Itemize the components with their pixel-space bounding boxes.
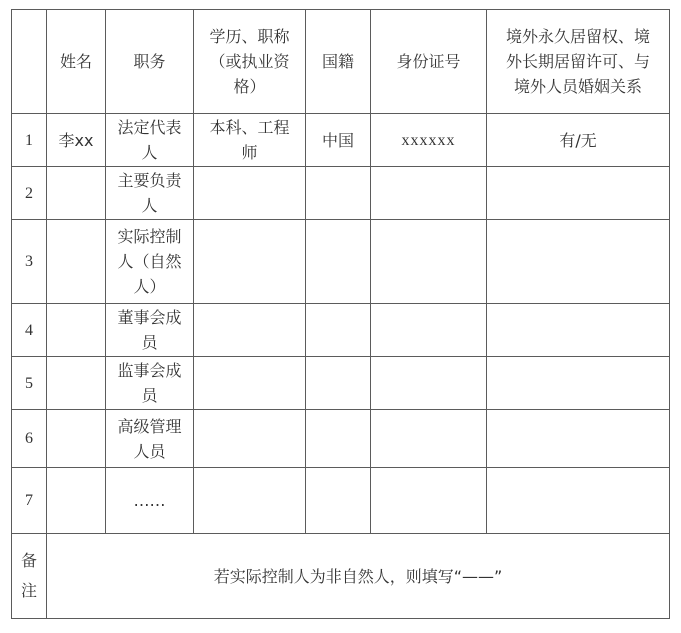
row-name: [47, 468, 106, 534]
row-qualification: [194, 167, 306, 220]
header-foreign-status: 境外永久居留权、境外长期居留许可、与境外人员婚姻关系: [487, 10, 670, 114]
row-id-number: xxxxxx: [371, 114, 487, 167]
row-qualification: [194, 357, 306, 410]
row-id-number: [371, 410, 487, 468]
table-row: [12, 114, 670, 167]
table-row: [12, 468, 670, 534]
header-row: [12, 10, 670, 114]
row-nationality: [306, 304, 371, 357]
row-role: 董事会成员: [106, 304, 194, 357]
header-role: 职务: [106, 10, 194, 114]
header-id-number: 身份证号: [371, 10, 487, 114]
row-id-number: [371, 220, 487, 304]
row-nationality: [306, 410, 371, 468]
row-id-number: [371, 304, 487, 357]
row-index: 2: [12, 167, 47, 220]
note-text: 若实际控制人为非自然人，则填写“——”: [47, 534, 670, 619]
header-index: [12, 10, 47, 114]
note-label: 备注: [12, 534, 47, 619]
row-qualification: [194, 410, 306, 468]
row-name: [47, 220, 106, 304]
header-nationality: 国籍: [306, 10, 371, 114]
table-row: [12, 220, 670, 304]
row-role: 法定代表人: [106, 114, 194, 167]
table-row: [12, 410, 670, 468]
row-name: [47, 357, 106, 410]
table-row: [12, 167, 670, 220]
row-index: 4: [12, 304, 47, 357]
personnel-table: [11, 9, 670, 619]
table-row: [12, 357, 670, 410]
table-row: [12, 304, 670, 357]
row-name: 李xx: [47, 114, 106, 167]
row-qualification: [194, 220, 306, 304]
row-index: 6: [12, 410, 47, 468]
row-name: [47, 410, 106, 468]
row-nationality: [306, 357, 371, 410]
row-foreign-status: [487, 410, 670, 468]
row-foreign-status: [487, 468, 670, 534]
row-index: 1: [12, 114, 47, 167]
row-id-number: [371, 357, 487, 410]
note-row: [12, 534, 670, 619]
row-qualification: 本科、工程师: [194, 114, 306, 167]
header-name: 姓名: [47, 10, 106, 114]
row-role: 主要负责人: [106, 167, 194, 220]
row-name: [47, 304, 106, 357]
row-index: 3: [12, 220, 47, 304]
row-foreign-status: [487, 304, 670, 357]
row-qualification: [194, 468, 306, 534]
row-role: 实际控制人（自然人）: [106, 220, 194, 304]
row-index: 5: [12, 357, 47, 410]
row-role: ……: [106, 468, 194, 534]
row-foreign-status: [487, 357, 670, 410]
row-foreign-status: [487, 167, 670, 220]
row-nationality: [306, 220, 371, 304]
row-role: 高级管理人员: [106, 410, 194, 468]
row-qualification: [194, 304, 306, 357]
row-foreign-status: 有/无: [487, 114, 670, 167]
row-nationality: 中国: [306, 114, 371, 167]
row-index: 7: [12, 468, 47, 534]
row-nationality: [306, 468, 371, 534]
row-id-number: [371, 468, 487, 534]
row-foreign-status: [487, 220, 670, 304]
row-name: [47, 167, 106, 220]
row-id-number: [371, 167, 487, 220]
row-nationality: [306, 167, 371, 220]
header-qualification: 学历、职称（或执业资格）: [194, 10, 306, 114]
row-role: 监事会成员: [106, 357, 194, 410]
